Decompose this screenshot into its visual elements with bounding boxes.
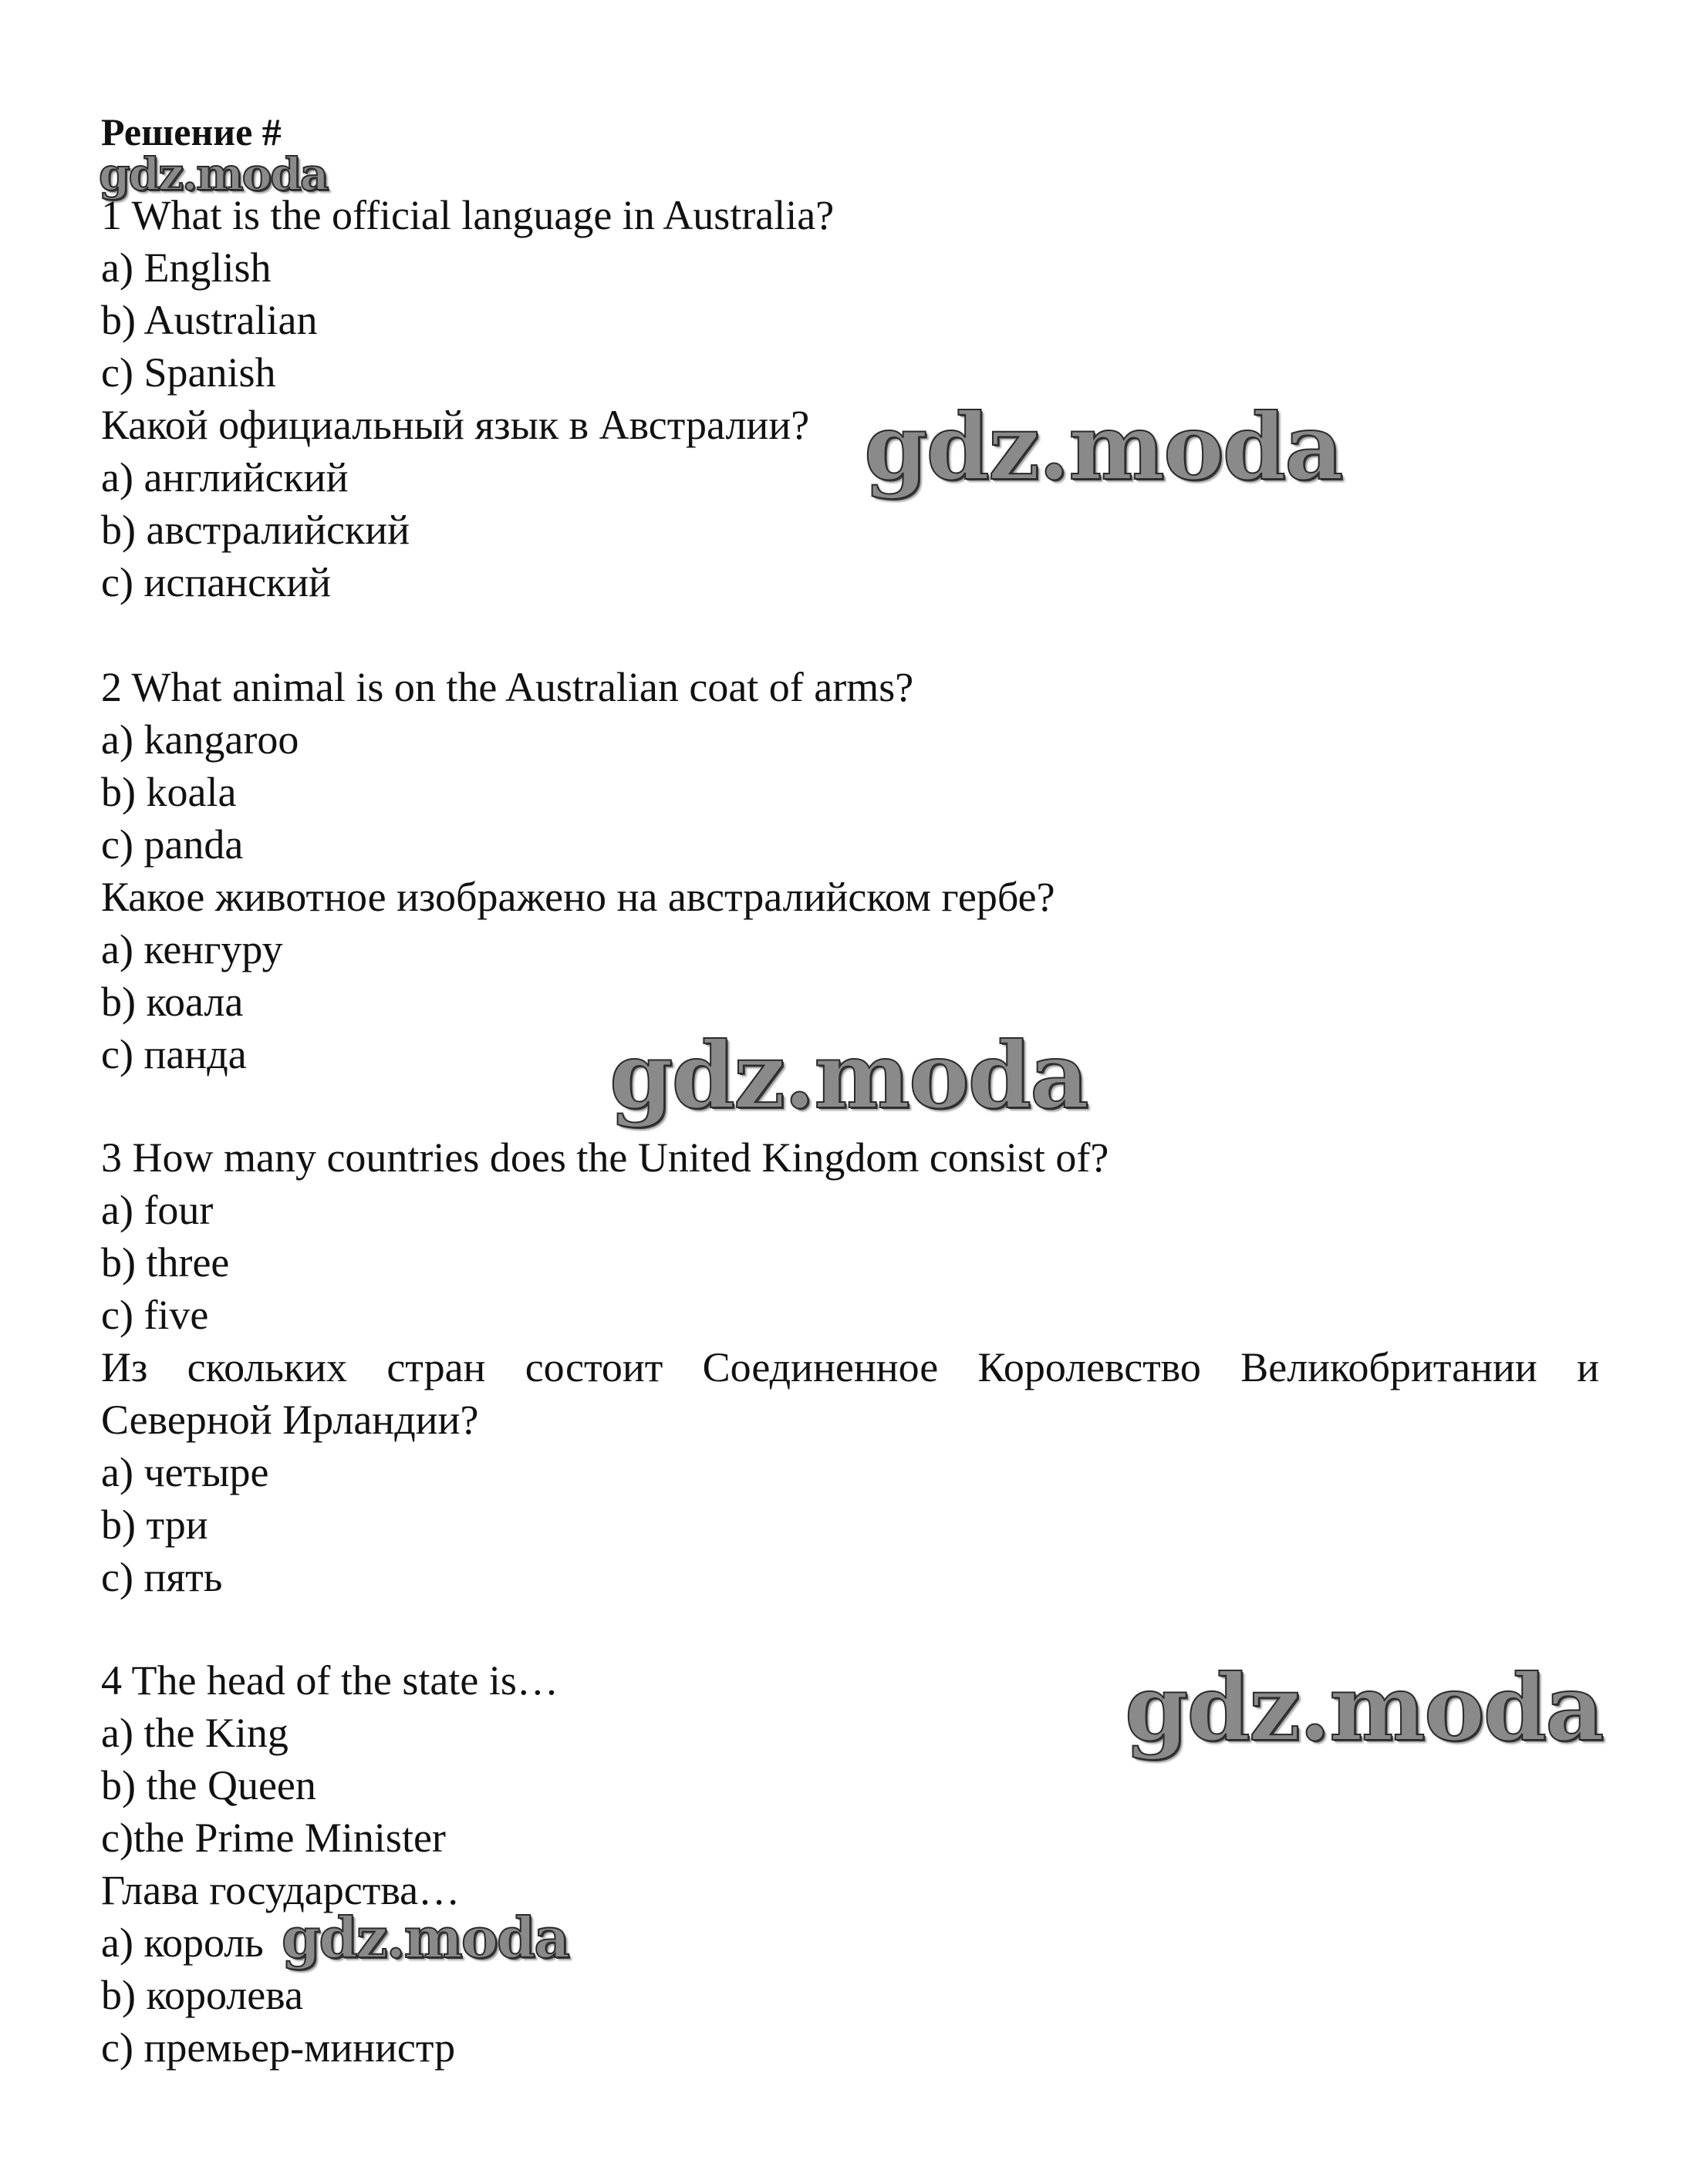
q4-option-c-ru: c) премьер-министр — [101, 2024, 456, 2071]
solution-heading: Решение # — [101, 110, 282, 153]
q1-option-b-en: b) Australian — [101, 297, 318, 343]
q4-option-c-en: c)the Prime Minister — [101, 1815, 446, 1861]
q2-option-c-en: c) panda — [101, 821, 244, 868]
watermark-logo: gdz.moda — [282, 1905, 569, 1970]
q2-question-ru: Какое животное изображено на австралийском гербе? — [101, 874, 1055, 920]
q1-option-c-ru: c) испанский — [101, 559, 332, 605]
q1-question-en: 1 What is the official language in Australia? — [101, 192, 835, 238]
q3-option-a-en: a) four — [101, 1187, 214, 1233]
q2-question-en: 2 What animal is on the Australian coat of arms? — [101, 664, 914, 710]
q3-option-c-ru: c) пять — [101, 1554, 223, 1600]
q2-option-a-ru: a) кенгуру — [101, 926, 283, 972]
q4-option-a-en: a) the King — [101, 1710, 289, 1756]
q4-option-b-en: b) the Queen — [101, 1762, 316, 1808]
q1-option-c-en: c) Spanish — [101, 349, 276, 396]
q3-option-b-ru: b) три — [101, 1502, 208, 1548]
q4-question-ru: Глава государства… — [101, 1867, 461, 1913]
q2-option-b-ru: b) коала — [101, 979, 244, 1025]
q1-option-a-en: a) English — [101, 244, 272, 291]
q1-option-b-ru: b) австралийский — [101, 507, 410, 553]
q1-option-a-ru: a) английский — [101, 454, 349, 501]
q2-option-a-en: a) kangaroo — [101, 716, 299, 763]
q3-option-b-en: b) three — [101, 1239, 230, 1286]
q4-option-b-ru: b) королева — [101, 1972, 303, 2018]
watermark-logo: gdz.moda — [1125, 1654, 1603, 1761]
watermark-logo: gdz.moda — [609, 1022, 1088, 1129]
q4-option-a-ru: a) король — [101, 1919, 264, 1966]
watermark-logo: gdz.moda — [99, 148, 328, 201]
q1-question-ru: Какой официальный язык в Австралии? — [101, 402, 810, 448]
q3-question-ru-line2: Северной Ирландии? — [101, 1397, 479, 1443]
q2-option-c-ru: c) панда — [101, 1031, 247, 1077]
q3-option-a-ru: a) четыре — [101, 1449, 269, 1495]
q2-option-b-en: b) koala — [101, 769, 237, 815]
q3-question-en: 3 How many countries does the United Kingdom consist of? — [101, 1134, 1109, 1181]
q3-option-c-en: c) five — [101, 1292, 209, 1338]
watermark-logo: gdz.moda — [864, 393, 1342, 501]
q4-question-en: 4 The head of the state is… — [101, 1657, 558, 1704]
q3-question-ru-line1: Из скольких стран состоит Соединенное Королевство Великобритании и — [101, 1344, 1599, 1390]
